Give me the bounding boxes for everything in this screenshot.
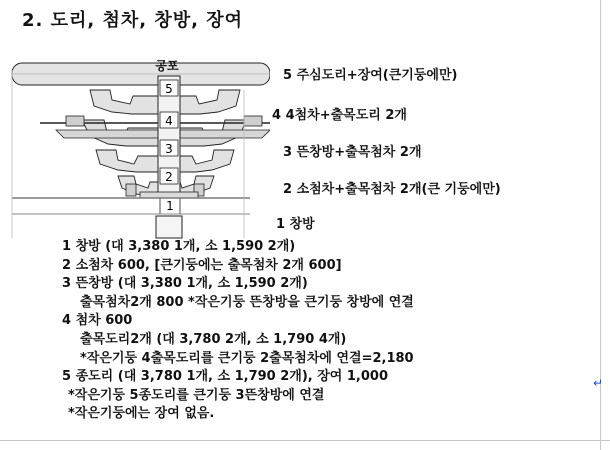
diagram-number-2: 2 (165, 170, 173, 184)
diagram-number-3: 3 (165, 142, 173, 156)
note-line: 1 창방 (대 3,380 1개, 소 1,590 2개) (62, 239, 296, 254)
purlin-end-right (244, 116, 262, 126)
dimension-notes (62, 238, 414, 424)
page-border-bottom (0, 440, 610, 441)
note-line: 출목도리2개 (대 3,780 2개, 소 1,790 4개) (80, 331, 347, 347)
diagram-number-4: 4 (165, 114, 173, 128)
diagram-label-1: 1 창방 (276, 217, 315, 232)
diagram-number-5: 5 (165, 82, 173, 96)
note-line: *작은기둥에는 장여 없음. (68, 406, 215, 422)
purlin-end-left (66, 116, 84, 126)
diagram-top-label: 공포 (155, 59, 179, 73)
column (156, 216, 182, 238)
note-line: 3 뜬창방 (대 3,380 1개, 소 1,590 2개) (62, 276, 308, 292)
diagram-label-5: 5 주심도리+장여(큰기둥에만) (283, 68, 458, 83)
note-line: *작은기둥 4출목도리를 큰기둥 2출목첨차에 연결=2,180 (80, 350, 414, 366)
note-line: 4 첨차 600 (62, 313, 133, 329)
note-line: 5 종도리 (대 3,780 1개, 소 1,790 2개), 장여 1,000 (62, 369, 389, 385)
diagram-number-1: 1 (166, 199, 174, 213)
note-line: 2 소첨차 600, [큰기둥에는 출목첨차 2개 600] (62, 257, 342, 273)
column-cap (140, 192, 198, 198)
diagram-label-2: 2 소첨차+출목첨차 2개(큰 기둥에만) (283, 182, 501, 197)
note-line: 출목첨차2개 800 *작은기둥 뜬창방을 큰기둥 창방에 연결 (80, 294, 414, 310)
bracket-diagram (0, 50, 270, 240)
note-line: *작은기둥 5종도리를 큰기둥 3뜬창방에 연결 (68, 387, 325, 403)
page-title: 2. 도리, 첨차, 창방, 장여 (22, 10, 244, 31)
bearing-block-left (126, 184, 136, 196)
diagram-label-4: 4 4첨차+출목도리 2개 (272, 108, 407, 123)
paragraph-return-mark: ↵ (593, 376, 604, 390)
diagram-label-3: 3 뜬창방+출목첨차 2개 (283, 145, 422, 160)
